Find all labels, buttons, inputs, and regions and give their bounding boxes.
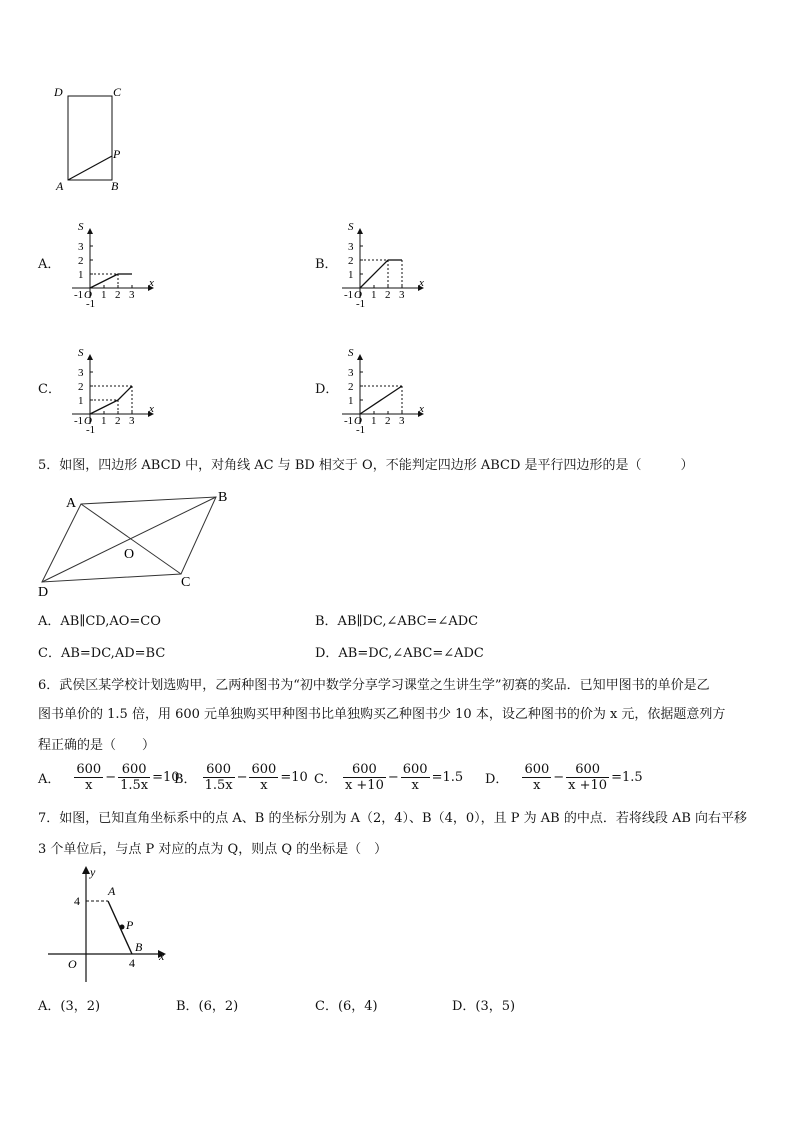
q7-stem-line2: 3 个单位后，与点 P 对应的点为 Q，则点 Q 的坐标是（ ）: [38, 842, 388, 857]
y-axis-arrow: [87, 228, 93, 234]
label-o: O: [124, 547, 135, 562]
tick-label-3: 3: [399, 289, 405, 301]
graph-segment: [360, 260, 388, 288]
label-p: P: [113, 147, 121, 161]
fraction: [566, 762, 609, 793]
q5-stem: 5．如图，四边形 ABCD 中，对角线 AC 与 BD 相交于 O，不能判定四边形 ABCD 是平行四边形的是（ ）: [38, 458, 694, 473]
tick-label-y2: 2: [78, 381, 84, 393]
q4-graph-d: [338, 338, 448, 438]
numerator: 600: [566, 762, 609, 778]
tick-label-neg1: -1: [344, 289, 354, 301]
numerator: 600: [251, 762, 277, 777]
label-four-y: 4: [74, 894, 80, 908]
equals-value: =10: [152, 770, 180, 785]
axis-label-x: x: [419, 277, 424, 289]
label-a: A: [108, 884, 116, 898]
minus-sign: −: [105, 770, 117, 785]
parallelogram-figure: [30, 485, 240, 600]
q4-graph-c: [68, 338, 178, 438]
denominator: 1.5x: [120, 778, 149, 793]
tick-label-y3: 3: [78, 367, 84, 379]
label-d: D: [38, 585, 49, 600]
fraction: [249, 762, 278, 793]
label-b: B: [218, 490, 228, 505]
q7-option-c: C．(6，4): [315, 999, 378, 1014]
q5-option-d: D．AB=DC,∠ABC=∠ADC: [315, 646, 484, 661]
q6-stem-line2: 图书单价的 1.5 倍，用 600 元单独购买甲种图书比单独购买乙种图书少 10 本，设乙种图书的价为 x 元，依据题意列方: [38, 707, 726, 722]
numerator: 600: [76, 762, 102, 777]
tick-label-2: 2: [115, 289, 121, 301]
q6-option-d-letter: D．: [485, 772, 509, 787]
label-o: O: [68, 957, 77, 971]
fraction: [343, 762, 386, 793]
axis-label-s: S: [348, 347, 354, 359]
denominator: x: [411, 778, 419, 793]
origin-label: O: [354, 289, 362, 301]
q4-option-d-letter: D．: [315, 382, 339, 397]
denominator: x: [85, 778, 93, 793]
fraction: [203, 762, 235, 793]
axis-label-s: S: [78, 347, 84, 359]
q7-option-d: D．(3，5): [452, 999, 516, 1014]
tick-label-yneg1: -1: [356, 424, 366, 436]
q7-option-b: B．(6，2): [176, 999, 239, 1014]
label-x: x: [159, 949, 165, 963]
numerator: 600: [524, 762, 550, 777]
label-p: P: [126, 918, 134, 932]
tick-label-3: 3: [129, 415, 135, 427]
q6-option-d: [485, 762, 645, 793]
q6-option-a-letter: A．: [38, 772, 61, 787]
tick-label-1: 1: [101, 415, 107, 427]
denominator: x: [260, 778, 268, 793]
q4-graph-a: [68, 212, 178, 312]
q5-option-c: C．AB=DC,AD=BC: [38, 646, 166, 661]
label-b: B: [135, 940, 143, 954]
tick-label-1: 1: [371, 289, 377, 301]
tick-label-3: 3: [399, 415, 405, 427]
axis-label-s: S: [348, 221, 354, 233]
fraction: [118, 762, 150, 793]
tick-label-3: 3: [129, 289, 135, 301]
q7-stem-line1: 7．如图，已知直角坐标系中的点 A、B 的坐标分别为 A（2，4）、B（4，0），且 P 为 AB 的中点．若将线段 AB 向右平移: [38, 811, 748, 826]
axis-label-s: S: [78, 221, 84, 233]
fraction: [74, 762, 103, 793]
numerator: 600: [118, 762, 150, 778]
minus-sign: −: [387, 770, 399, 785]
label-a: A: [56, 179, 64, 193]
q5-option-b: B．AB∥DC,∠ABC=∠ADC: [315, 614, 479, 629]
graph-segment: [360, 386, 402, 414]
tick-label-1: 1: [101, 289, 107, 301]
tick-label-y2: 2: [348, 255, 354, 267]
y-axis-arrow: [357, 354, 363, 360]
q6-option-c: [314, 762, 465, 793]
tick-label-y1: 1: [348, 269, 354, 281]
origin-label: O: [354, 415, 362, 427]
tick-label-y1: 1: [78, 395, 84, 407]
label-four-x: 4: [129, 956, 135, 970]
q4-option-c-letter: C．: [38, 382, 61, 397]
origin-label: O: [84, 289, 92, 301]
origin-label: O: [84, 415, 92, 427]
y-axis-arrow: [87, 354, 93, 360]
label-b: B: [111, 179, 119, 193]
tick-label-1: 1: [371, 415, 377, 427]
y-axis-arrow: [357, 228, 363, 234]
q6-option-a: [38, 762, 182, 793]
label-a: A: [66, 496, 77, 511]
equals-value: =1.5: [431, 770, 464, 785]
label-y: y: [90, 865, 96, 879]
q6-stem-line3: 程正确的是（ ）: [38, 738, 156, 753]
denominator: x: [533, 778, 541, 793]
tick-label-yneg1: -1: [356, 298, 366, 310]
q6-option-b-letter: B．: [174, 772, 197, 787]
equals-value: =1.5: [611, 770, 643, 785]
axis-label-x: x: [149, 403, 154, 415]
denominator: x +10: [568, 778, 608, 793]
tick-label-yneg1: -1: [86, 298, 96, 310]
tick-label-y3: 3: [348, 367, 354, 379]
numerator: 600: [203, 762, 235, 778]
tick-label-2: 2: [115, 415, 121, 427]
coordinate-figure: [40, 862, 180, 987]
q5-option-a: A．AB∥CD,AO=CO: [38, 614, 161, 629]
equals-value: =10: [280, 770, 308, 785]
q6-stem-line1: 6．武侯区某学校计划选购甲，乙两种图书为“初中数学分享学习课堂之生讲生学”初赛的奖品．已知甲图书的单价是乙: [38, 678, 710, 693]
numerator: 600: [343, 762, 386, 778]
tick-label-neg1: -1: [74, 415, 84, 427]
label-c: C: [113, 85, 122, 99]
tick-label-y3: 3: [348, 241, 354, 253]
tick-label-y2: 2: [78, 255, 84, 267]
label-d: D: [54, 85, 63, 99]
tick-label-y2: 2: [348, 381, 354, 393]
rectangle-figure: [50, 80, 140, 195]
q4-option-b-letter: B．: [315, 257, 338, 272]
tick-label-y1: 1: [348, 395, 354, 407]
q7-option-a: A．(3，2): [38, 999, 101, 1014]
tick-label-2: 2: [385, 415, 391, 427]
numerator: 600: [402, 762, 428, 777]
graph-segment: [118, 386, 132, 400]
axis-label-x: x: [149, 277, 154, 289]
tick-label-neg1: -1: [74, 289, 84, 301]
q4-graph-b: [338, 212, 448, 312]
tick-label-y3: 3: [78, 241, 84, 253]
tick-label-2: 2: [385, 289, 391, 301]
q6-option-b: [174, 762, 310, 793]
fraction: [522, 762, 551, 793]
axis-label-x: x: [419, 403, 424, 415]
denominator: x +10: [344, 778, 384, 793]
tick-label-neg1: -1: [344, 415, 354, 427]
label-c: C: [181, 575, 191, 590]
tick-label-yneg1: -1: [86, 424, 96, 436]
minus-sign: −: [236, 770, 248, 785]
minus-sign: −: [553, 770, 565, 785]
tick-label-y1: 1: [78, 269, 84, 281]
denominator: 1.5x: [204, 778, 233, 793]
q6-option-c-letter: C．: [314, 772, 337, 787]
q4-option-a-letter: A．: [38, 257, 61, 272]
fraction: [401, 762, 430, 793]
